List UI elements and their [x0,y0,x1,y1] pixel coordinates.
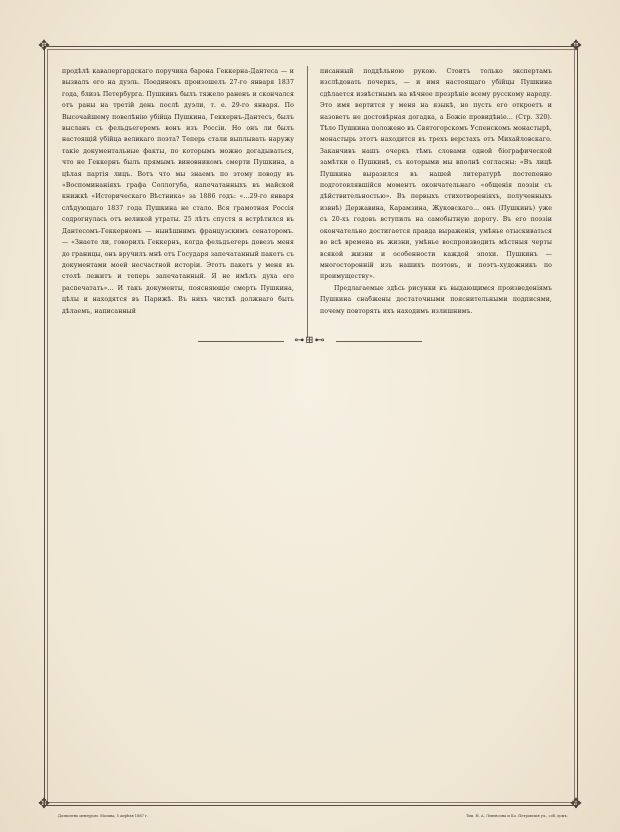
center-ornament: ⊶⊞⊷ [294,335,326,346]
column-divider [307,66,308,338]
paragraph: Предлагаемые здѣсь рисунки къ выдающимся произведеніямъ Пушкина снабжены достаточными пояснительными подписями, почему повторять ихъ находимъ излишнимъ. [320,284,552,315]
corner-ornament-icon: ✥ [570,796,582,812]
corner-ornament-icon: ✥ [570,38,582,54]
paragraph: писанный поддѣльною рукою. Стоитъ только экспертамъ изслѣдовать почеркъ, — и имя настоящаго убійцы Пушкина сдѣлается извѣстнымъ на вѣчное презрѣніе всему русскому народу. Это имя вертится у меня на языкѣ, но пусть его откроетъ и назоветъ не достовѣрная догадка, а Божіе провидѣніе... (Стр. 320). Тѣло Пушкина положено въ Святогорскомъ Успенскомъ монастырѣ, монастырь этотъ находится въ трехъ верстахъ отъ Михайловскаго. Заканчивъ нашъ очеркъ тѣмъ словами одной біографической замѣтки о Пушкинѣ, съ которыми мы вполнѣ согласны: «Въ лицѣ Пушкина выразился въ нашей литературѣ постепенно подготовлявшійся моментъ окончательнаго «общенія поэзіи съ дѣйствительностью». Въ первыхъ стихотвореніяхъ, полученныхъ извнѣ) Державина, Карамзина, Жуковскаго... онъ (Пушкинъ) уже съ 20-хъ годовъ вступилъ на самобытную дорогу. Въ его поэзіи окончательно достигается правда выраженія, умѣнье отыскиваться во всѣ времена въ жизни, умѣнье воспроизводить мѣстныя черты всякой жизни и особенности каждой эпохи. Пушкинъ — многосторонній изъ нашихъ поэтовъ, и поэтъ-художникъ по преимуществу». [320,68,552,281]
printer-imprint: Тип. Н. А. Левенсона и Ко. Петровскія ул., соб. домъ. [466,814,568,818]
corner-ornament-icon: ✥ [38,796,50,812]
ornament-rule-right [336,341,422,342]
ornament-rule-left [198,341,284,342]
right-text-column [320,66,552,317]
paragraph: продѣлѣ кавалергардскаго поручика барона Геккерна-Дантеса — и вызвалъ его на дуэль. Поединокъ произошелъ 27-го января 1837 года, близъ Петербурга. Пушкинъ былъ тяжело раненъ и скончался отъ раны на третій день послѣ дуэли, т. е. 29-го января. По Высочайшему повелѣнію убійца Пушкина, Геккернъ-Дантесъ, былъ высланъ съ фельдъегеремъ вонъ изъ Россіи. Но онъ ли былъ настоящій убійца великаго поэта? Теперь стали выплывать наружу такіе документальные факты, по которымъ можно догадываться, что не Геккернъ былъ прямымъ виновникомъ смерти Пушкина, а цѣлая партія лицъ. Вотъ что мы знаемъ по этому поводу въ «Воспоминаніяхъ графа Соллогуба, напечатанныхъ въ майской книжкѣ «Историческаго Вѣстника» за 1886 годъ: «...29-го января слѣдующаго 1837 года Пушкина не стало. Вся грамотная Россія содрогнулась отъ великой утраты. 25 лѣтъ спустя я встрѣтился въ Дантесомъ-Геккерномъ — нынѣшнимъ французскимъ сенаторомъ. — «Знаете ли, говорилъ Геккернъ, когда фельдъегерь довезъ меня до границы, онъ вручилъ мнѣ отъ Государя запечатанный пакетъ съ документами моей несчастной исторіи. Этотъ пакетъ у меня въ столѣ лежитъ и теперь запечатанный. Я не имѣлъ духа его распечатать»... И такъ документы, поясняющіе смерть Пушкина, цѣлы и находятся въ Парижѣ. Въ нихъ чисткѣ должнаго быть дѣлаемъ, написанный [62,68,294,315]
censorship-note: Дозволено цензурою. Москва, 5 апрѣля 1887 г. [58,814,149,818]
corner-ornament-icon: ✥ [38,38,50,54]
left-text-column [62,66,294,317]
